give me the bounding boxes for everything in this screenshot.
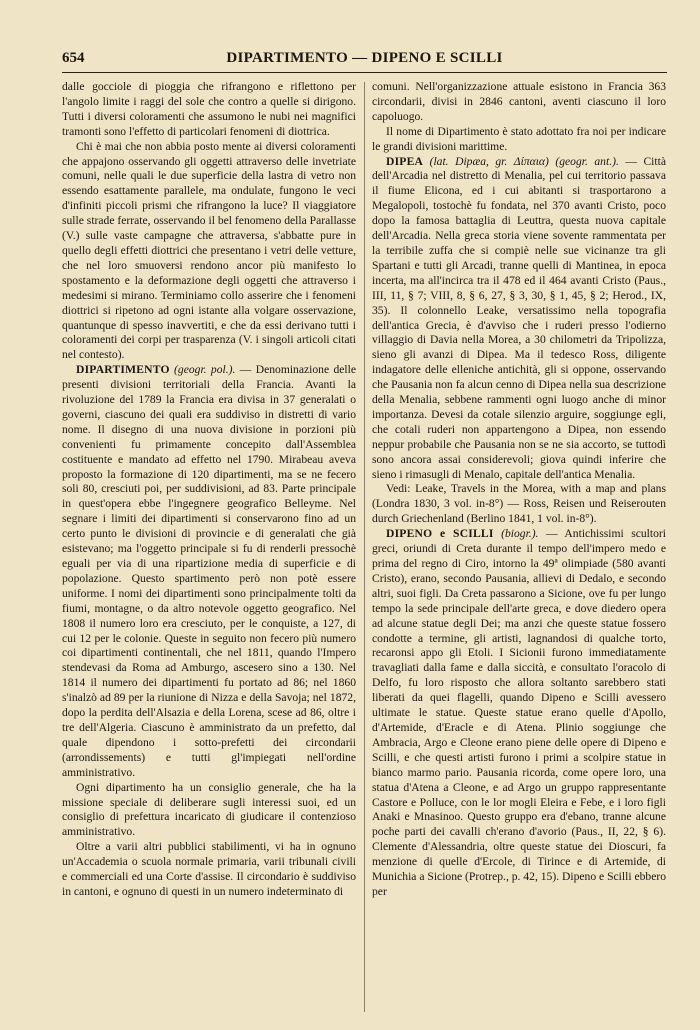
entry-category: (lat. Dipæa, gr. Δίπαια) (geogr. ant.). bbox=[429, 154, 619, 168]
left-column bbox=[62, 80, 356, 1015]
entry-text: — Denominazione delle presenti divisioni territoriali della Francia. Avanti la rivoluzione del 1789 la Francia era divisa in 37 generalati o governi, ciascuno dei quali era suddiviso in distretti di vario nome. Il disegno di una nuova divisione in porzioni più convenienti fu primamente concepito dall'Assemblea costituente e mandato ad effetto nel 1790. Mirabeau aveva proposto la formazione di 120 dipartimenti, ma se ne fecero soli 80, cresciuti poi, per suddivisioni, ad 83. Parte principale in quest'opera ebbe l'ingegnere geografico Belleyme. Nel segnare i limiti dei dipartimenti si conservarono fino ad un certo punto le divisioni di provincie e di generalati che già esistevano; ma l'oggetto principale si fu di renderli pressochè eguali per via di una ripartizione media di superficie e di popolazione. Questo spartimento però non potè essere uniforme. I nomi dei dipartimenti sono principalmente tolti da fiumi, montagne, o da altro notevole oggetto geografico. Nel 1808 il numero loro era cresciuto, per le conquiste, a 127, di cui 12 per le colonie. Queste in seguito non fecero più numero coi dipartimenti continentali, che nel 1811, quando l'Impero stendevasi da Roma ad Amburgo, ascesero sino a 130. Nel 1814 il numero dei dipartimenti fu portato ad 86; nel 1860 s'inalzò ad 89 per la riunione di Nizza e della Savoja; nel 1872, dopo la perdita dell'Alsazia e della Lorena, scese ad 86, oltre i tre dell'Algeria. Ciascuno è amministrato da un prefetto, dal quale dipendono i sotto-prefetti dei circondarii (arrondissements) e tutti gl'impiegati nell'ordine amministrativo. bbox=[62, 363, 356, 779]
running-header bbox=[62, 46, 667, 73]
right-column bbox=[372, 80, 666, 1015]
paragraph: Il nome di Dipartimento è stato adottato fra noi per indicare le grandi divisioni marittime. bbox=[372, 124, 666, 153]
page-title: DIPARTIMENTO — DIPENO E SCILLI bbox=[226, 50, 503, 66]
column-divider bbox=[364, 82, 365, 1012]
entry-dipeno-scilli bbox=[372, 527, 666, 900]
paragraph: Ogni dipartimento ha un consiglio generale, che ha la missione speciale di deliberare sugli interessi suoi, ed un consiglio di prefettura incaricato di giudicare il contenzioso amministrativo. bbox=[62, 780, 356, 839]
entry-dipartimento bbox=[62, 363, 356, 780]
entry-headword: DIPARTIMENTO bbox=[76, 363, 170, 377]
entry-dipea bbox=[372, 155, 666, 483]
entry-text: — Antichissimi scultori greci, oriundi di Creta durante il tempo dell'impero medo e prima del regno di Ciro, intorno la 49ª olimpiade (580 avanti Cristo), erano, secondo Pausania, allievi di Dedalo, e secondo altri, suoi figli. Da Creta passarono a Sicione, ove fu per lungo tempo la sede principale dell'arte greca, e dove diedero opera ad alcune statue degli Dei; ma anzi che queste statue fossero condotte a termine, gli artisti, lagnandosi di qualche torto, recaronsi appo gli Etoli. I Sicionii furono immediatamente travagliati dalla fame e dalla siccità, e consultato l'oracolo di Delfo, fu loro risposto che allora soltanto sarebbero stati liberati da quei flagelli, quando Dipeno e Scilli avessero ultimate le statue. Queste statue erano quelle d'Apollo, d'Artemide, d'Eracle e di Atena. Plinio soggiunge che Ambracia, Argo e Cleone erano piene delle opere di Dipeno e Scilli, e che questi artisti furono i primi a scolpire statue in bianco marmo pario. Pausania ricorda, come opere loro, una statua d'Atena a Cleone, e ad Argo un gruppo rappresentante Castore e Polluce, con le lor mogli Eleira e Febe, e i loro figli Anaki e Mnasinoo. Questo gruppo era d'ebano, tranne alcune poche parti dei cavalli ch'erano d'avorio (Paus., II, 22, § 6). Clemente d'Alessandria, oltre queste statue dei Dioscuri, fa menzione di quelle d'Ercole, di Tirince e di Artemide, di Munichia a Sicione (Protrep., p. 42, 15). Dipeno e Scilli ebbero per bbox=[372, 527, 666, 898]
paragraph: Chi è mai che non abbia posto mente ai diversi coloramenti che appajono osservando gli oggetti attraverso delle invetriate comuni, nelle quali le due superficie della lastra di vetro non essendo esattamente parallele, ma ondulate, fungono le veci d'infiniti piccoli prismi che rifrangono la luce? Il viaggiatore sulle strade ferrate, osservando il bel fenomeno della Parallasse (V.) sulle vaste campagne che attraversa, s'abbatte pure in quello degli effetti diottrici che presentano i vetri delle vetture, che nel loro smuoversi rendono ancor più manifesto lo spostamento e la deformazione degli oggetti che attraverso i medesimi si mirano. Terminiamo collo asserire che i fenomeni diottrici si ripetono ad ogni istante alla volgare osservazione, quantunque di spesso inavvertiti, e che da essi derivano tutti i coloramenti dei corpi per trasparenza (V. i singoli articoli citati nel contesto). bbox=[62, 139, 356, 362]
entry-category: (geogr. pol.). bbox=[174, 363, 236, 377]
paragraph: Oltre a varii altri pubblici stabilimenti, vi ha in ognuno un'Accademia o scuola normale primaria, varii tribunali civili e commerciali ed una Corte d'assise. Il circondario è suddiviso in cantoni, e ognuno di questi in un numero indeterminato di bbox=[62, 840, 356, 898]
paragraph-continuation: dalle gocciole di pioggia che rifrangono e riflettono per l'angolo limite i raggi del sole che contro a quelle si dirigono. Tutti i diversi coloramenti che assumono le nubi nei magnifici tramonti sono l'effetto di particolari fenomeni di diottrica. bbox=[62, 80, 356, 138]
paragraph-continuation: comuni. Nell'organizzazione attuale esistono in Francia 363 circondarii, divisi in 2846 cantoni, aventi ciascuno il loro capoluogo. bbox=[372, 80, 666, 123]
entry-text: — Città dell'Arcadia nel distretto di Menalia, pel cui territorio passava il fiume Elicona, ed i cui abitanti si trasportarono a Megalopoli, tostochè fu fondata, nel 370 avanti Cristo, poco dopo la famosa battaglia di Leuttra, questa nuova capitale dell'Arcadia. Nella greca storia viene sovente rammentata per la terribile zuffa che si compiè nelle sue vicinanze tra gli Spartani e tutti gli Arcadi, tranne quelli di Mantinea, in epoca incerta, ma all'incirca tra il 478 ed il 464 avanti Cristo (Paus., III, 11, § 7; VIII, 8, § 6, 27, § 3, 30, § 1, 45, § 2; Herod., IX, 35). Il colonnello Leake, versatissimo nella topografia dell'antica Grecia, è d'avviso che i ruderi presso l'odierno villaggio di Davia nella Morea, a 30 chilometri da Tripolizza, sieno gli avanzi di Dipea. Ma il tedesco Ross, diligente indagatore delle elleniche antichità, gli si oppone, osservando che Pausania non fa alcun cenno di Dipea nella sua descrizione della Menalia, sebbene rammenti ogni luogo anche di minor importanza. Devesi da cotale silenzio arguire, soggiunge egli, che cotali ruderi non appartengono a Dipea, non essendo neppur probabile che Pausania non se ne sia accorto, se tuttodì sono ancora assai considerevoli; giova quindi inferire che sieno i rimasugli di Menalo, capitale dell'antica Menalia. bbox=[372, 154, 666, 481]
entry-category: (biogr.). bbox=[501, 527, 539, 541]
page-number: 654 bbox=[62, 50, 85, 66]
entry-headword: DIPENO e SCILLI bbox=[386, 527, 494, 541]
paragraph: Vedi: Leake, Travels in the Morea, with a map and plans (Londra 1830, 3 vol. in-8°) — Ross, Reisen und Reiserouten durch Griechenland (Berlino 1841, 1 vol. in-8°). bbox=[372, 482, 666, 526]
entry-headword: DIPEA bbox=[386, 154, 424, 168]
